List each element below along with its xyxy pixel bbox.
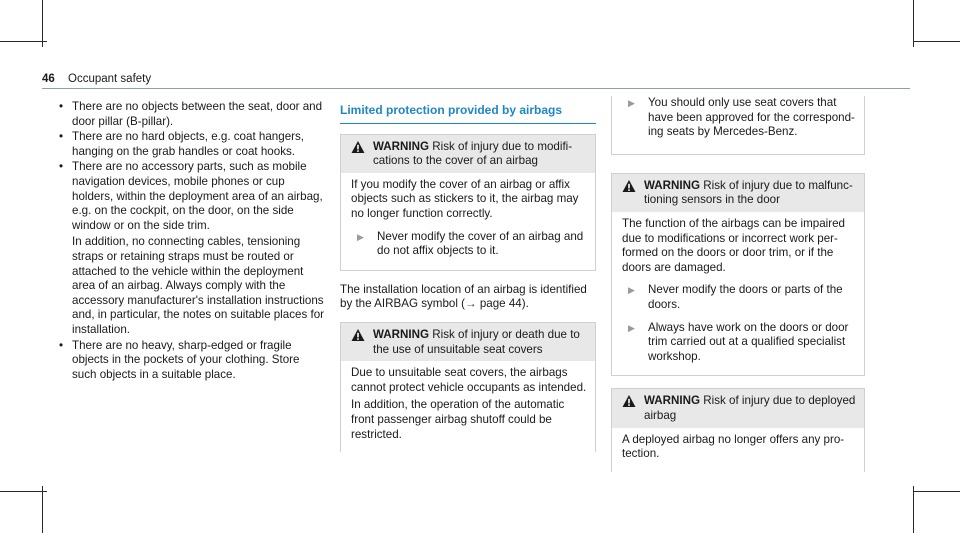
header-rule (42, 88, 910, 89)
crop-mark (913, 486, 914, 533)
step-arrow-icon: ▶ (628, 98, 635, 108)
warning-body (341, 361, 595, 452)
step-arrow-icon: ▶ (628, 322, 635, 333)
instruction-step (351, 230, 587, 259)
section-title: Limited protection provided by airbags (340, 103, 563, 117)
warning-label: WARNING (373, 139, 430, 153)
warning-label: WARNING (644, 178, 701, 192)
warning-title: Risk of injury due to deployed airbag (644, 394, 856, 422)
crop-mark (0, 41, 47, 42)
crop-mark (42, 0, 43, 47)
warning-text: If you modify the cover of an airbag or affix objects such as stickers to it, the airbag may no longer function correctly. (351, 177, 579, 220)
warning-body (612, 212, 864, 375)
running-header (42, 73, 151, 85)
instruction-step (622, 96, 856, 140)
list-item-text: There are no heavy, sharp-edged or fragile objects in the pockets of your clothing. Store such objects in a suitable place. (72, 338, 300, 381)
warning-header (612, 174, 864, 212)
warning-header (341, 323, 595, 361)
crop-mark (913, 0, 914, 47)
warning-triangle-icon (351, 328, 365, 342)
warning-title: Risk of injury due to modifications to the cover of an airbag (373, 139, 573, 168)
step-text: You should only use seat covers that have been approved for the corresponding seats by Mercedes-Benz. (648, 96, 855, 139)
body-paragraph: The installation location of an airbag is identified by the AIRBAG symbol (→ page 44). (340, 282, 587, 311)
warning-text: The function of the airbags can be impaired due to modifications or incorrect work performed on the doors or door trim, or if the doors are damaged. (622, 216, 845, 274)
bullet-icon: • (59, 130, 64, 144)
warning-label: WARNING (644, 394, 701, 408)
title-rule (340, 123, 596, 124)
warning-box (611, 388, 865, 471)
list-item (59, 100, 324, 129)
warning-text: In addition, the operation of the automatic front passenger airbag shutoff could be restricted. (351, 398, 565, 441)
warning-header (341, 135, 595, 173)
list-item-text: There are no accessory parts, such as mobile navigation devices, mobile phones or cup holders, within the deployment area of an airbag, e.g. on the cockpit, on the door, on the side window or on the side trim. (72, 160, 323, 232)
step-text: Never modify the cover of an airbag and do not affix objects to it. (377, 229, 584, 258)
warning-title: Risk of injury or death due to the use of unsuitable seat covers (373, 327, 580, 356)
warning-body (341, 173, 595, 270)
warning-header (612, 389, 864, 427)
bullet-icon: • (59, 160, 64, 174)
list-item (59, 130, 324, 159)
warning-triangle-icon (351, 140, 365, 154)
list-item (59, 339, 324, 383)
instruction-step (622, 321, 856, 365)
warning-label: WARNING (373, 327, 430, 341)
step-arrow-icon: ▶ (357, 231, 364, 242)
crop-mark (913, 491, 960, 492)
list-item-text: There are no hard objects, e.g. coat hangers, hanging on the grab handles or coat hooks. (72, 130, 305, 158)
checklist (59, 100, 324, 382)
warning-triangle-icon (622, 394, 636, 408)
warning-title: Risk of injury due to malfunctioning sensors in the door (644, 178, 853, 207)
crop-mark (913, 41, 960, 42)
warning-box (611, 173, 865, 377)
warning-text: A deployed airbag no longer offers any protection. (622, 432, 845, 461)
section-name: Occupant safety (68, 73, 152, 85)
column-2 (340, 100, 596, 464)
bullet-icon: • (59, 100, 64, 113)
step-text: Never modify the doors or parts of the doors. (648, 283, 843, 311)
warning-box (340, 322, 596, 452)
step-arrow-icon: ▶ (628, 285, 635, 296)
instruction-step (622, 283, 856, 312)
warning-continuation (611, 96, 865, 155)
warning-box (340, 134, 596, 271)
crop-mark (42, 486, 43, 533)
warning-text: Due to unsuitable seat covers, the airbags cannot protect vehicle occupants as intended. (351, 366, 587, 394)
list-item (59, 160, 324, 337)
list-item-text: There are no objects between the seat, door and door pillar (B-pillar). (72, 100, 323, 128)
step-text: Always have work on the doors or door trim carried out at a qualified specialist workshop. (648, 320, 849, 363)
column-1 (59, 100, 324, 383)
page-number: 46 (42, 73, 55, 85)
bullet-icon: • (59, 338, 64, 352)
warning-body (612, 428, 864, 472)
list-item-text: In addition, no connecting cables, tensioning straps or retaining straps must be routed or attached to the vehicle within the deployment area of an airbag. Always comply with the accessory manufacturer's installation instructions and, in particular, the notes on suitable places for installation. (72, 235, 324, 336)
warning-triangle-icon (622, 179, 636, 193)
crop-mark (0, 491, 47, 492)
column-3 (611, 96, 865, 484)
